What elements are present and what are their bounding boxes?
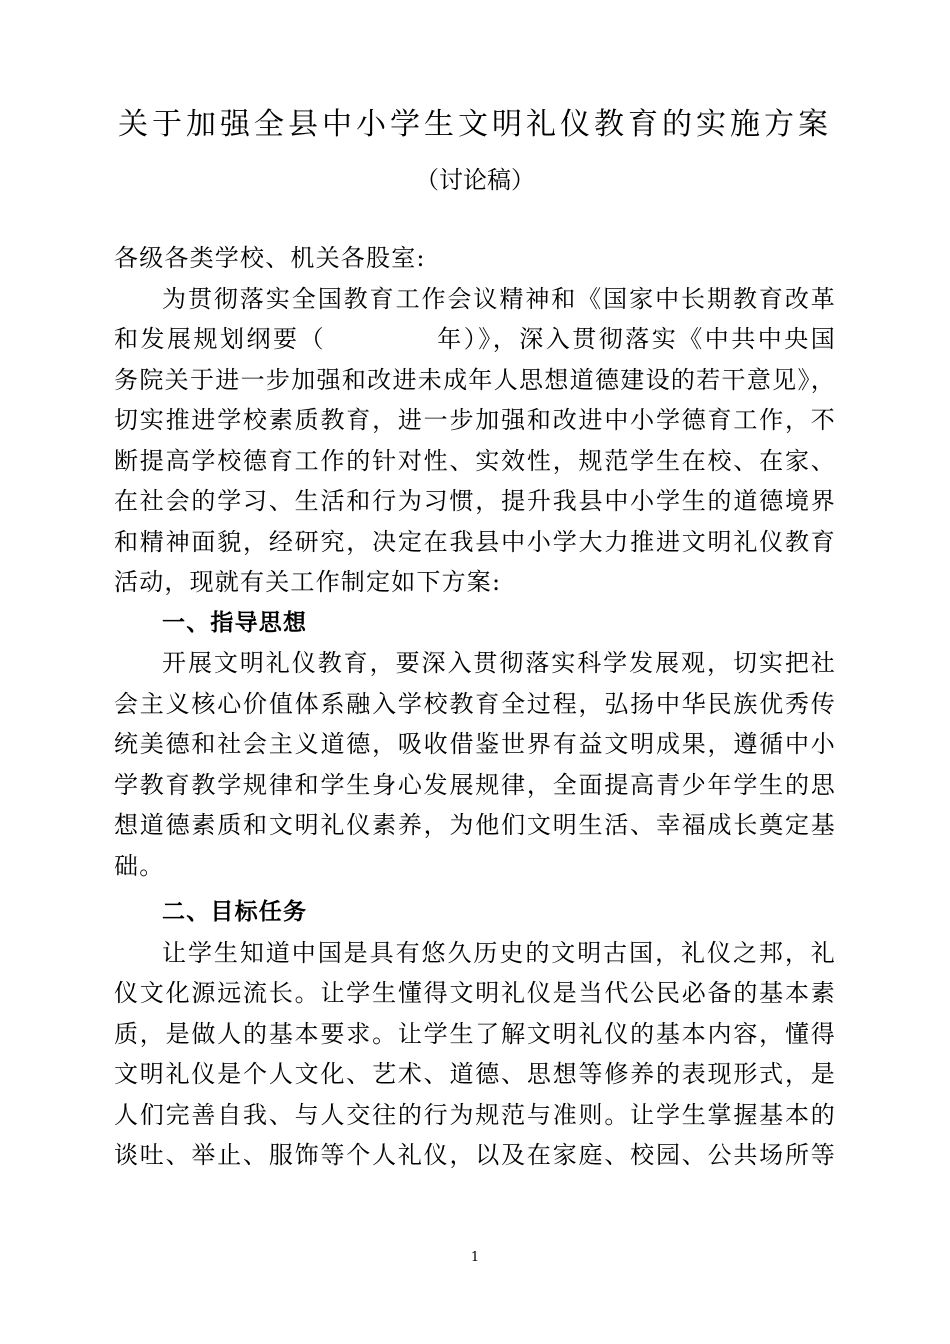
section1-line: 想道德素质和文明礼仪素养，为他们文明生活、幸福成长奠定基 xyxy=(114,811,836,839)
intro-line-part: 和发展规划纲要（ xyxy=(114,325,326,353)
section-heading-goals-tasks: 二、目标任务 xyxy=(162,899,308,925)
intro-line: 活动，现就有关工作制定如下方案: xyxy=(114,568,502,596)
page-number: 1 xyxy=(470,1250,480,1265)
intro-line: 为贯彻落实全国教育工作会议精神和《国家中长期教育改革 xyxy=(162,284,836,313)
section1-line: 统美德和社会主义道德，吸收借鉴世界有益文明成果，遵循中小 xyxy=(114,730,836,758)
intro-line-part: 年）》，深入贯彻落实《中共中央国 xyxy=(436,325,836,353)
document-body xyxy=(114,238,836,1176)
section1-line: 础。 xyxy=(114,851,165,880)
intro-line: 切实推进学校素质教育，进一步加强和改进中小学德育工作，不 xyxy=(114,406,836,434)
intro-line-with-gap xyxy=(114,319,836,360)
salutation: 各级各类学校、机关各股室: xyxy=(114,244,426,272)
section2-line: 让学生知道中国是具有悠久历史的文明古国，礼仪之邦，礼 xyxy=(162,938,836,967)
section2-line: 文明礼仪是个人文化、艺术、道德、思想等修养的表现形式，是 xyxy=(114,1060,836,1088)
intro-line: 务院关于进一步加强和改进未成年人思想道德建设的若干意见》， xyxy=(114,365,836,394)
section-heading-guiding-ideology: 一、指导思想 xyxy=(162,609,308,636)
document-title: 关于加强全县中小学生文明礼仪教育的实施方案 xyxy=(118,107,832,142)
section1-line: 学教育教学规律和学生身心发展规律，全面提高青少年学生的思 xyxy=(114,770,836,799)
document-subtitle: （讨论稿） xyxy=(415,166,535,194)
section2-line: 仪文化源远流长。让学生懂得文明礼仪是当代公民必备的基本素 xyxy=(114,979,836,1007)
intro-line: 和精神面貌，经研究，决定在我县中小学大力推进文明礼仪教育 xyxy=(114,527,836,556)
section2-line: 人们完善自我、与人交往的行为规范与准则。让学生掌握基本的 xyxy=(114,1100,836,1129)
intro-line: 断提高学校德育工作的针对性、实效性，规范学生在校、在家、 xyxy=(114,446,836,475)
intro-line: 在社会的学习、生活和行为习惯，提升我县中小学生的道德境界 xyxy=(114,487,836,515)
section2-line: 谈吐、举止、服饰等个人礼仪，以及在家庭、校园、公共场所等 xyxy=(114,1141,836,1169)
section1-line: 开展文明礼仪教育，要深入贯彻落实科学发展观，切实把社 xyxy=(162,649,836,677)
section2-line: 质，是做人的基本要求。让学生了解文明礼仪的基本内容，懂得 xyxy=(114,1019,836,1048)
section1-line: 会主义核心价值体系融入学校教育全过程，弘扬中华民族优秀传 xyxy=(114,689,836,718)
